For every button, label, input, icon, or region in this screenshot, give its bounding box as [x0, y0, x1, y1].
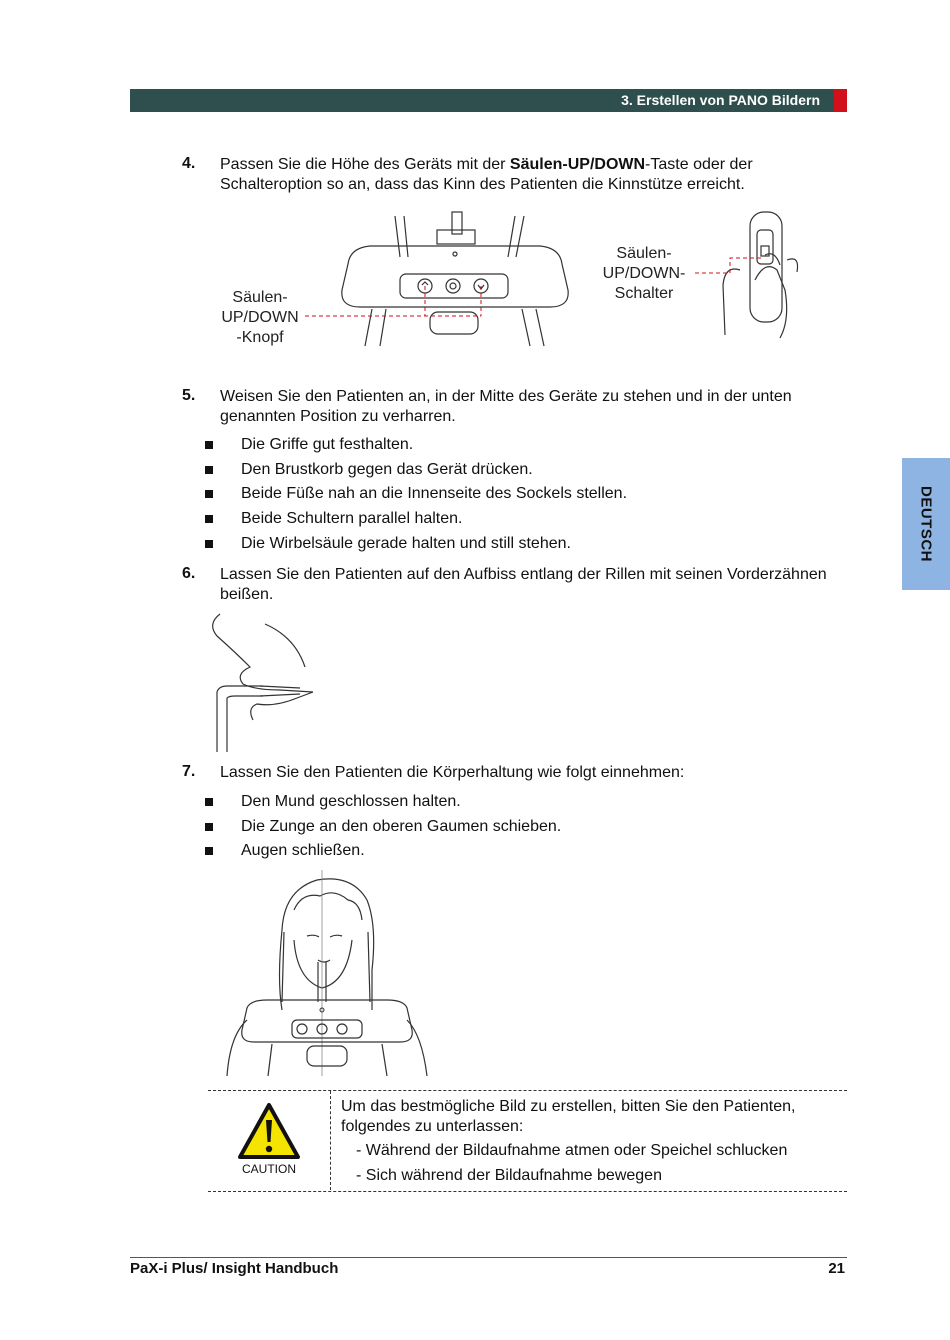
- bullet-marker: [205, 823, 213, 831]
- bullet-marker: [205, 540, 213, 548]
- knob-label: [218, 288, 302, 348]
- bullet-marker: [205, 798, 213, 806]
- bullet-marker: [205, 441, 213, 449]
- bullet-marker: [205, 847, 213, 855]
- language-tab-label: DEUTSCH: [917, 485, 935, 562]
- caution-divider: [330, 1091, 331, 1190]
- chapter-title: 3. Erstellen von PANO Bildern: [621, 92, 820, 108]
- caution-icon-label: CAUTION: [242, 1162, 296, 1176]
- patient-posture-illustration: [222, 870, 432, 1076]
- caution-intro-1: Um das bestmögliche Bild zu erstellen, bitten Sie den Patienten,: [341, 1098, 796, 1115]
- bullet-marker: [205, 466, 213, 474]
- page-number: 21: [828, 1260, 845, 1277]
- step-4-number: 4.: [182, 155, 196, 172]
- step-5-bullet-2: Den Brustkorb gegen das Gerät drücken.: [241, 461, 533, 478]
- bullet-marker: [205, 490, 213, 498]
- step-7-bullet-1: Den Mund geschlossen halten.: [241, 793, 461, 810]
- knob-label-line3: -Knopf: [236, 329, 284, 346]
- switch-label: [596, 244, 692, 304]
- switch-label-line2: UP/DOWN-: [602, 265, 686, 282]
- caution-item-2: - Sich während der Bildaufnahme bewegen: [356, 1167, 662, 1184]
- step-6-text: Lassen Sie den Patienten auf den Aufbiss entlang der Rillen mit seinen Vorderzähnen beißen.: [220, 566, 827, 603]
- step-5-text: Weisen Sie den Patienten an, in der Mitte des Geräte zu stehen und in der unten genannten Position zu verharren.: [220, 388, 792, 425]
- bullet-marker: [205, 515, 213, 523]
- step-4-text: [220, 155, 830, 195]
- step-5-bullet-1: Die Griffe gut festhalten.: [241, 436, 414, 453]
- knob-label-line1: Säulen-: [232, 289, 288, 306]
- step-7-text: Lassen Sie den Patienten die Körperhaltung wie folgt einnehmen:: [220, 764, 685, 781]
- step-7-number: 7.: [182, 763, 196, 780]
- step-4-text-before: Passen Sie die Höhe des Geräts mit der: [220, 156, 510, 173]
- hand-switch-illustration: [695, 210, 805, 345]
- switch-label-line1: Säulen-: [616, 245, 672, 262]
- chapter-header-accent: [834, 89, 847, 112]
- step-6-number: 6.: [182, 565, 196, 582]
- bite-block-illustration: [205, 612, 320, 754]
- step-5-bullet-3: Beide Füße nah an die Innenseite des Sockels stellen.: [241, 485, 628, 502]
- step-7-bullet-2: Die Zunge an den oberen Gaumen schieben.: [241, 818, 562, 835]
- column-control-illustration: [300, 212, 580, 347]
- footer-rule: [130, 1257, 847, 1258]
- knob-label-line2: UP/DOWN: [221, 309, 299, 326]
- warning-icon: [237, 1102, 301, 1160]
- footer-manual-title: PaX-i Plus/ Insight Handbuch: [130, 1260, 339, 1277]
- caution-intro-2: folgendes zu unterlassen:: [341, 1118, 524, 1135]
- step-4-text-bold: Säulen-UP/DOWN: [509, 156, 646, 173]
- step-5-bullet-5: Die Wirbelsäule gerade halten und still stehen.: [241, 535, 571, 552]
- step-5-bullet-4: Beide Schultern parallel halten.: [241, 510, 463, 527]
- step-5-number: 5.: [182, 387, 196, 404]
- step-4-text-after: -Taste oder der Schalteroption so an, dass das Kinn des Patienten die Kinnstütze erreicht.: [220, 156, 753, 193]
- caution-item-1: - Während der Bildaufnahme atmen oder Speichel schlucken: [356, 1142, 788, 1159]
- switch-label-line3: Schalter: [614, 285, 674, 302]
- language-tab-label-wrap: [902, 458, 950, 590]
- step-7-bullet-3: Augen schließen.: [241, 842, 365, 859]
